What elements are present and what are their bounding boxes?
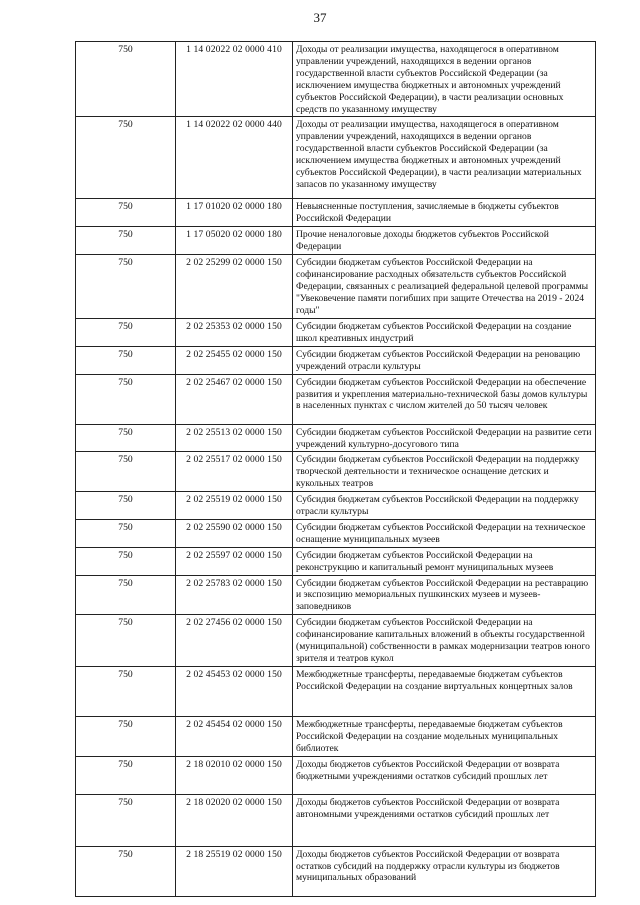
admin-code-cell: 750 [76, 492, 176, 520]
description-cell: Субсидии бюджетам субъектов Российской Федерации на техническое оснащение муниципальных музеев [293, 519, 596, 547]
description-cell: Межбюджетные трансферты, передаваемые бюджетам субъектов Российской Федерации на создание модельных муниципальных библиотек [293, 716, 596, 756]
table-row [76, 227, 596, 255]
description-cell: Субсидии бюджетам субъектов Российской Федерации на софинансирование капитальных вложений в объекты государственной (муниципальной) собственности в рамках модернизации театров юного зрителя и театров кукол [293, 615, 596, 667]
table-row [76, 318, 596, 346]
budget-code-cell: 2 18 02020 02 0000 150 [176, 794, 293, 846]
admin-code-cell: 750 [76, 615, 176, 667]
budget-code-cell: 1 14 02022 02 0000 440 [176, 117, 293, 199]
budget-code-cell: 2 18 02010 02 0000 150 [176, 756, 293, 794]
admin-code-cell: 750 [76, 117, 176, 199]
description-cell: Невыясненные поступления, зачисляемые в бюджеты субъектов Российской Федерации [293, 199, 596, 227]
table-row [76, 452, 596, 492]
admin-code-cell: 750 [76, 346, 176, 374]
description-cell: Субсидии бюджетам субъектов Российской Федерации на поддержку творческой деятельности и техническое оснащение детских и кукольных театров [293, 452, 596, 492]
table-row [76, 424, 596, 452]
admin-code-cell: 750 [76, 318, 176, 346]
budget-code-cell: 2 02 25455 02 0000 150 [176, 346, 293, 374]
description-cell: Субсидии бюджетам субъектов Российской Федерации на софинансирование расходных обязательств субъектов Российской Федерации, связанных с реализацией федеральной целевой программы "Увековечение памяти погибших при защите Отечества на 2019 - 2024 годы" [293, 255, 596, 319]
description-cell: Доходы от реализации имущества, находящегося в оперативном управлении учреждений, находящихся в ведении органов государственной власти субъектов Российской Федерации (за исключением имущества бюджетных и автономных учреждений субъектов Российской Федерации), в части реализации основных средств по указанному имуществу [293, 42, 596, 117]
budget-code-cell: 2 02 25590 02 0000 150 [176, 519, 293, 547]
description-cell: Доходы от реализации имущества, находящегося в оперативном управлении учреждений, находящихся в ведении органов государственной власти субъектов Российской Федерации (за исключением имущества бюджетных и автономных учреждений субъектов Российской Федерации), в части реализации материальных запасов по указанному имуществу [293, 117, 596, 199]
table-row [76, 666, 596, 716]
budget-code-cell: 1 17 01020 02 0000 180 [176, 199, 293, 227]
admin-code-cell: 750 [76, 452, 176, 492]
description-cell: Субсидии бюджетам субъектов Российской Федерации на реставрацию и экспозицию мемориальных пушкинских музеев и музеев-заповедников [293, 575, 596, 615]
admin-code-cell: 750 [76, 374, 176, 424]
budget-code-cell: 2 18 25519 02 0000 150 [176, 846, 293, 896]
budget-code-cell: 2 02 27456 02 0000 150 [176, 615, 293, 667]
description-cell: Субсидии бюджетам субъектов Российской Федерации на реновацию учреждений отрасли культуры [293, 346, 596, 374]
admin-code-cell: 750 [76, 794, 176, 846]
budget-code-cell: 2 02 25783 02 0000 150 [176, 575, 293, 615]
admin-code-cell: 750 [76, 199, 176, 227]
admin-code-cell: 750 [76, 716, 176, 756]
table-row [76, 519, 596, 547]
table-row [76, 794, 596, 846]
admin-code-cell: 750 [76, 547, 176, 575]
description-cell: Доходы бюджетов субъектов Российской Федерации от возврата остатков субсидий на поддержку отрасли культуры из бюджетов муниципальных образований [293, 846, 596, 896]
budget-code-cell: 2 02 25517 02 0000 150 [176, 452, 293, 492]
admin-code-cell: 750 [76, 575, 176, 615]
budget-code-cell: 2 02 25299 02 0000 150 [176, 255, 293, 319]
admin-code-cell: 750 [76, 42, 176, 117]
page-number: 37 [313, 10, 327, 25]
budget-code-cell: 2 02 45453 02 0000 150 [176, 666, 293, 716]
admin-code-cell: 750 [76, 424, 176, 452]
description-cell: Доходы бюджетов субъектов Российской Федерации от возврата бюджетными учреждениями остатков субсидий прошлых лет [293, 756, 596, 794]
admin-code-cell: 750 [76, 846, 176, 896]
table-row [76, 117, 596, 199]
table-row [76, 756, 596, 794]
description-cell: Прочие неналоговые доходы бюджетов субъектов Российской Федерации [293, 227, 596, 255]
table-row [76, 42, 596, 117]
table-row [76, 716, 596, 756]
budget-code-cell: 2 02 25597 02 0000 150 [176, 547, 293, 575]
admin-code-cell: 750 [76, 227, 176, 255]
budget-code-cell: 1 17 05020 02 0000 180 [176, 227, 293, 255]
budget-code-cell: 2 02 25353 02 0000 150 [176, 318, 293, 346]
description-cell: Субсидии бюджетам субъектов Российской Федерации на обеспечение развития и укрепления материально-технической базы домов культуры в населенных пунктах с числом жителей до 50 тысяч человек [293, 374, 596, 424]
description-cell: Межбюджетные трансферты, передаваемые бюджетам субъектов Российской Федерации на создание виртуальных концертных залов [293, 666, 596, 716]
table-row [76, 374, 596, 424]
table-row [76, 346, 596, 374]
description-cell: Доходы бюджетов субъектов Российской Федерации от возврата автономными учреждениями остатков субсидий прошлых лет [293, 794, 596, 846]
description-cell: Субсидия бюджетам субъектов Российской Федерации на поддержку отрасли культуры [293, 492, 596, 520]
table-row [76, 575, 596, 615]
description-cell: Субсидии бюджетам субъектов Российской Федерации на развитие сети учреждений культурно-досугового типа [293, 424, 596, 452]
table-body [76, 42, 596, 897]
admin-code-cell: 750 [76, 255, 176, 319]
budget-code-cell: 2 02 25519 02 0000 150 [176, 492, 293, 520]
budget-code-cell: 2 02 25467 02 0000 150 [176, 374, 293, 424]
admin-code-cell: 750 [76, 666, 176, 716]
description-cell: Субсидии бюджетам субъектов Российской Федерации на создание школ креативных индустрий [293, 318, 596, 346]
budget-classification-table [75, 41, 596, 897]
table-row [76, 846, 596, 896]
table-row [76, 199, 596, 227]
description-cell: Субсидии бюджетам субъектов Российской Федерации на реконструкцию и капитальный ремонт муниципальных музеев [293, 547, 596, 575]
budget-code-cell: 2 02 45454 02 0000 150 [176, 716, 293, 756]
admin-code-cell: 750 [76, 756, 176, 794]
table-row [76, 492, 596, 520]
budget-code-cell: 2 02 25513 02 0000 150 [176, 424, 293, 452]
admin-code-cell: 750 [76, 519, 176, 547]
table-row [76, 615, 596, 667]
budget-code-cell: 1 14 02022 02 0000 410 [176, 42, 293, 117]
table-row [76, 255, 596, 319]
table-row [76, 547, 596, 575]
